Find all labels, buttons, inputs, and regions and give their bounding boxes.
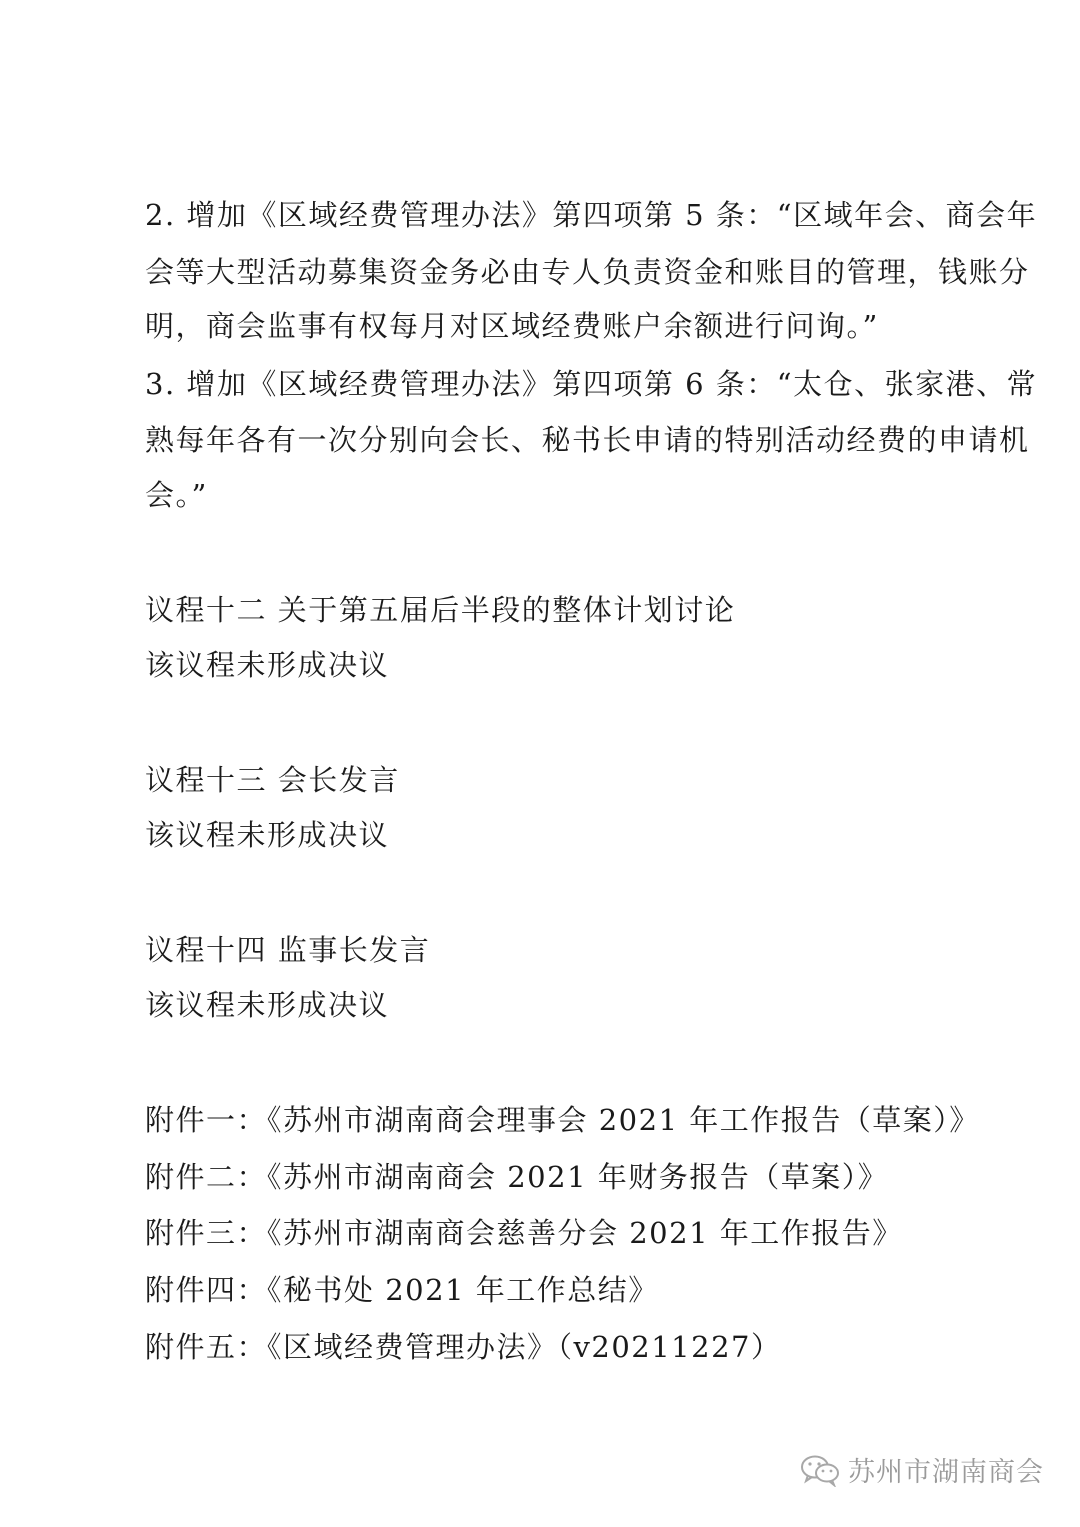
agenda-12-result: 该议程未形成决议 bbox=[145, 648, 390, 682]
agenda-14-result: 该议程未形成决议 bbox=[145, 988, 390, 1022]
amendment-line: 熟每年各有一次分别向会长、秘书长申请的特别活动经费的申请机 bbox=[145, 423, 1030, 457]
attachment-item: 附件三：《苏州市湖南商会慈善分会 2021 年工作报告》 bbox=[145, 1216, 903, 1250]
amendment-line: 3. 增加《区域经费管理办法》第四项第 6 条：“太仓、张家港、常 bbox=[145, 367, 1038, 401]
wechat-icon bbox=[800, 1453, 840, 1487]
agenda-13-title: 议程十三 会长发言 bbox=[145, 763, 400, 797]
amendment-line: 明，商会监事有权每月对区域经费账户余额进行问询。” bbox=[145, 309, 879, 343]
amendment-line: 会。” bbox=[145, 478, 208, 512]
agenda-12-title: 议程十二 关于第五届后半段的整体计划讨论 bbox=[145, 593, 736, 627]
agenda-14-title: 议程十四 监事长发言 bbox=[145, 933, 431, 967]
watermark-text: 苏州市湖南商会 bbox=[848, 1457, 1044, 1488]
attachment-item: 附件四：《秘书处 2021 年工作总结》 bbox=[145, 1273, 659, 1307]
watermark bbox=[800, 1450, 1044, 1489]
attachment-item: 附件五：《区域经费管理办法》（v20211227） bbox=[145, 1330, 782, 1364]
attachment-item: 附件一：《苏州市湖南商会理事会 2021 年工作报告（草案）》 bbox=[145, 1103, 980, 1137]
amendment-line: 2. 增加《区域经费管理办法》第四项第 5 条：“区域年会、商会年 bbox=[145, 198, 1038, 232]
agenda-13-result: 该议程未形成决议 bbox=[145, 818, 390, 852]
attachment-item: 附件二：《苏州市湖南商会 2021 年财务报告（草案）》 bbox=[145, 1160, 889, 1194]
amendment-line: 会等大型活动募集资金务必由专人负责资金和账目的管理，钱账分 bbox=[145, 255, 1030, 289]
